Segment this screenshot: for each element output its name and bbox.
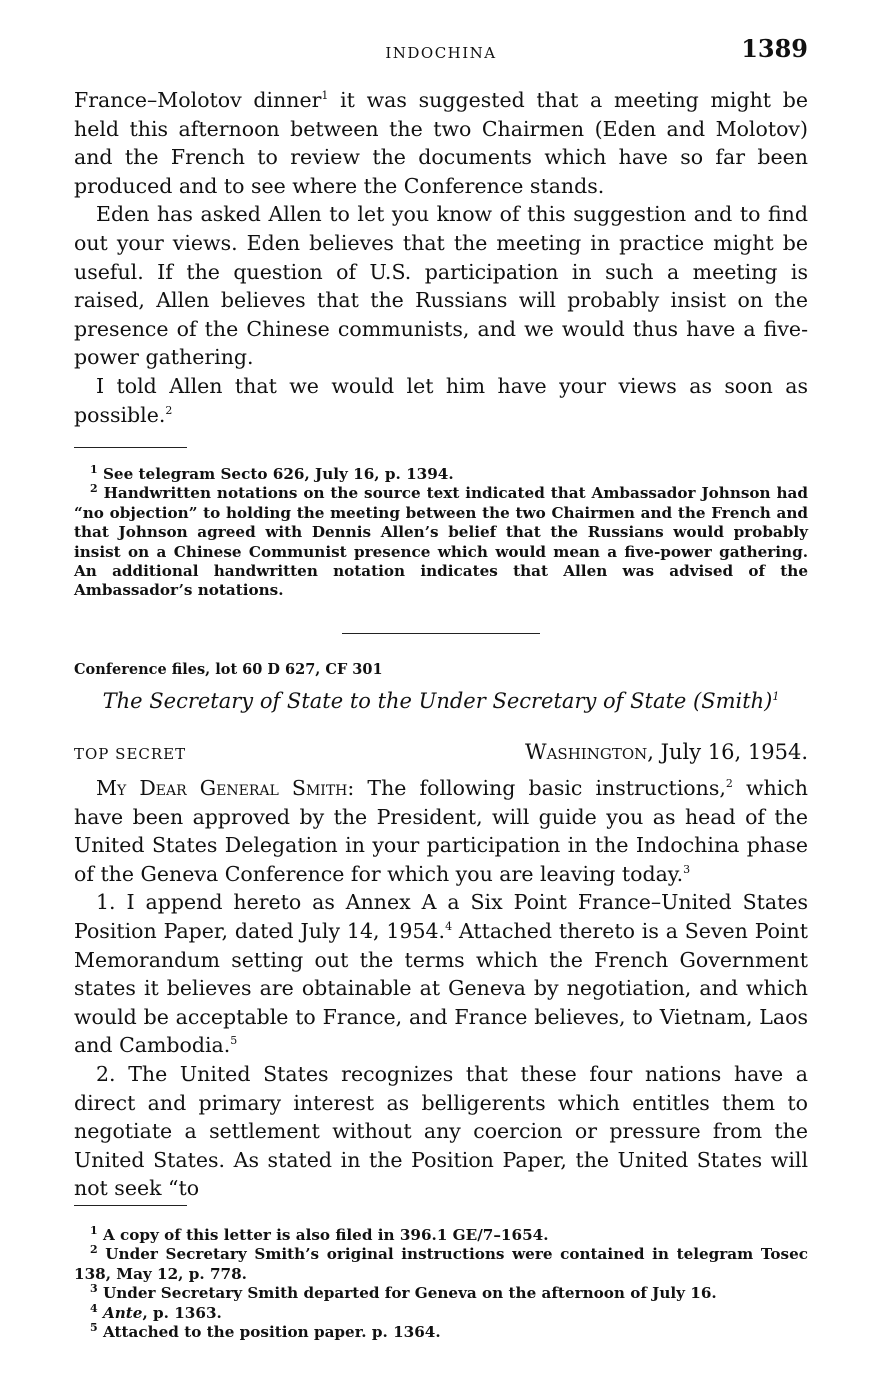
classification: TOP SECRET bbox=[74, 745, 187, 763]
footnote bbox=[74, 1301, 808, 1323]
footnote-text: Attached to the position paper. p. 1364. bbox=[102, 1323, 441, 1342]
footnote bbox=[74, 1245, 808, 1284]
title-text: The Secretary of State to the Under Secretary of State (Smith) bbox=[102, 689, 773, 713]
footnote-ref: 4 bbox=[445, 920, 453, 934]
footnote bbox=[74, 1284, 808, 1303]
footnote-italic: Ante bbox=[102, 1303, 143, 1322]
footnote-mark: 3 bbox=[90, 1282, 98, 1296]
footnote-mark: 5 bbox=[90, 1320, 98, 1334]
footnote-ref: 3 bbox=[683, 862, 691, 876]
footnote-ref: 1 bbox=[321, 89, 329, 103]
footnote-mark: 1 bbox=[90, 462, 98, 476]
document-title bbox=[74, 689, 808, 713]
paragraph bbox=[74, 774, 808, 888]
running-head: INDOCHINA bbox=[385, 44, 497, 62]
footnote-text: Under Secretary Smith departed for Geneva on the afternoon of July 16. bbox=[102, 1284, 717, 1303]
footnote-ref: 2 bbox=[725, 777, 733, 791]
footnote-rule bbox=[74, 447, 187, 448]
footnote-ref: 1 bbox=[772, 690, 780, 703]
footnote-mark: 1 bbox=[90, 1223, 98, 1237]
text-span: France–Molotov dinner bbox=[74, 88, 322, 112]
letter-body bbox=[74, 774, 808, 1203]
text-span: 1. I append hereto as Annex A a Six Point France–United States Position Paper, dated July 14, 1954. bbox=[74, 890, 808, 943]
page-number: 1389 bbox=[741, 34, 808, 63]
continuation-text bbox=[74, 86, 808, 429]
paragraph bbox=[74, 372, 808, 429]
paragraph bbox=[74, 888, 808, 1060]
text-span: : The following basic instructions, bbox=[347, 776, 726, 800]
footnote bbox=[74, 462, 808, 484]
page-header bbox=[74, 34, 808, 70]
footnote-text: See telegram Secto 626, July 16, p. 1394. bbox=[102, 465, 454, 483]
footnotes bbox=[74, 462, 808, 601]
paragraph: 2. The United States recognizes that these four nations have a direct and primary interest as belligerents which entitles them to negotiate a settlement without any coercion or pressure from the United States. As stated in the Position Paper, the United States will not seek “to bbox=[74, 1061, 808, 1201]
text-span: which have been approved by the President, will guide you as head of the United States Delegation in your participation in the Indochina phase of the Geneva Conference for which you are leaving today. bbox=[74, 776, 808, 886]
text-span: I told Allen that we would let him have your views as soon as possible. bbox=[74, 373, 808, 427]
place-date bbox=[525, 740, 808, 764]
text-span: it was suggested that a meeting might be held this afternoon between the two Chairmen (Eden and Molotov) and the French to review the documents which have so far been produced and to see where the Conference stands. bbox=[74, 88, 808, 198]
text-span: Attached thereto is a Seven Point Memorandum setting out the terms which the French Government states it believes are obtainable at Geneva by negotiation, and which would be acceptable to France, and France believes, to Vietnam, Laos and Cambodia. bbox=[74, 918, 808, 1058]
place: Washington bbox=[525, 740, 648, 764]
date: , July 16, 1954. bbox=[647, 740, 808, 764]
footnote-mark: 2 bbox=[90, 1243, 98, 1257]
footnote bbox=[74, 1320, 808, 1342]
footnote-ref: 5 bbox=[230, 1034, 238, 1048]
section-divider bbox=[342, 633, 540, 634]
salutation: My Dear General Smith bbox=[96, 776, 348, 800]
footnote-mark: 2 bbox=[90, 482, 98, 496]
footnote bbox=[74, 1223, 808, 1245]
footnote-text: Under Secretary Smith’s original instructions were contained in telegram Tosec 138, May 12, p. 778. bbox=[74, 1245, 808, 1283]
paragraph: Eden has asked Allen to let you know of this suggestion and to find out your views. Eden believes that the meeting in practice might be useful. If the question of U.S. participation in such a meeting is raised, Allen believes that the Russians will probably insist on the presence of the Chinese communists, and we would thus have a five-power gathering. bbox=[74, 202, 808, 370]
footnote-text: Handwritten notations on the source text indicated that Ambassador Johnson had “no objection” to holding the meeting between the two Chairmen and the French and that Johnson agreed with Dennis Allen’s belief that the Russians would probably insist on a Chinese Communist presence which would mean a five-power gathering. An additional handwritten notation indicates that Allen was advised of the Ambassador’s notations. bbox=[74, 484, 808, 600]
footnote-ref: 2 bbox=[165, 403, 173, 417]
footnote-text: A copy of this letter is also filed in 396.1 GE/7–1654. bbox=[102, 1226, 549, 1244]
footnote-text: , p. 1363. bbox=[142, 1303, 222, 1322]
footnote-mark: 4 bbox=[90, 1301, 98, 1315]
footnotes bbox=[74, 1223, 808, 1342]
source-citation: Conference files, lot 60 D 627, CF 301 bbox=[74, 661, 383, 678]
footnote-rule bbox=[74, 1205, 187, 1206]
footnote bbox=[74, 484, 808, 600]
paragraph bbox=[74, 86, 808, 200]
